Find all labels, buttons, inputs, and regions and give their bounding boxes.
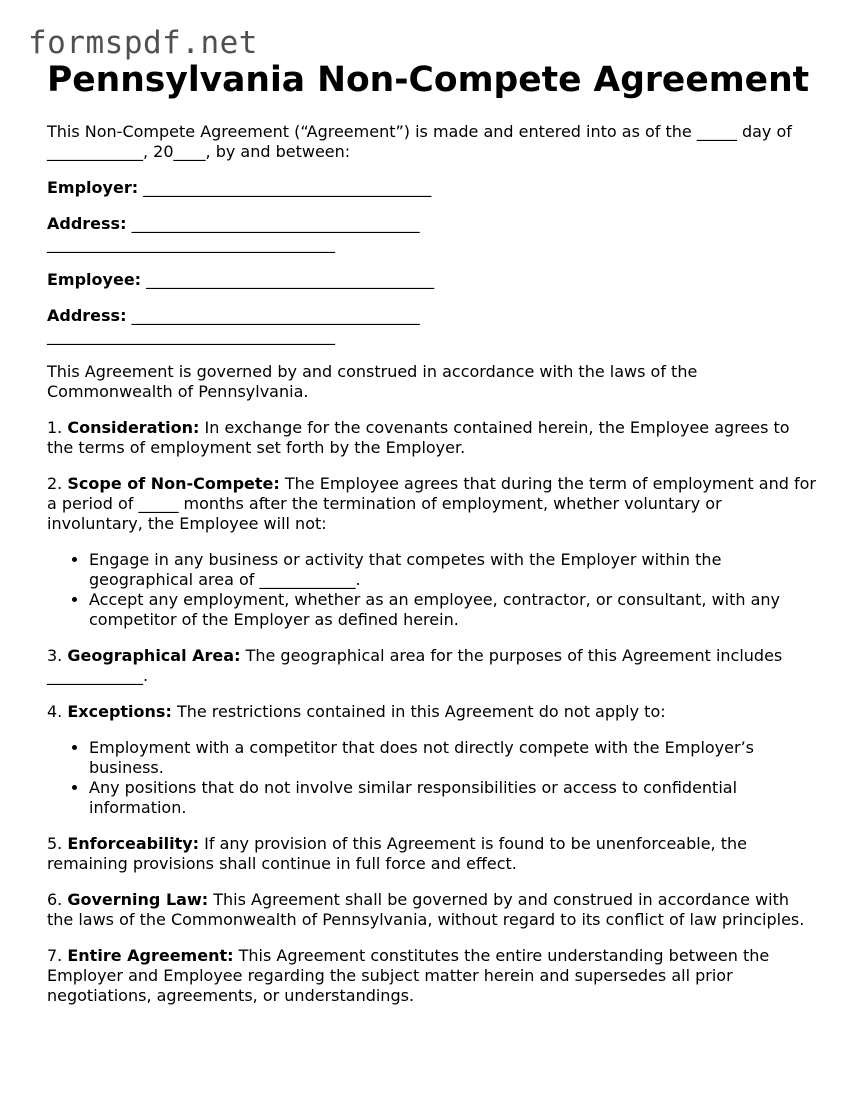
list-item: • Accept any employment, whether as an employee, contractor, or consultant, with any competitor of the Employer as defined herein. [89,590,817,630]
section-consideration [47,418,817,458]
section-number: 1. [47,418,63,437]
employer-address-label: Address: [47,214,127,233]
governing-intro-paragraph: This Agreement is governed by and construed in accordance with the laws of the Commonwealth of Pennsylvania. [47,362,698,401]
document-body [47,122,817,1022]
section-number: 7. [47,946,63,965]
employee-label: Employee: [47,270,142,289]
list-item: • Any positions that do not involve similar responsibilities or access to confidential information. [89,778,817,818]
section-text: This Agreement shall be governed by and construed in accordance with the laws of the Commonwealth of Pennsylvania, without regard to its conflict of law principles. [47,890,805,929]
section-exceptions [47,702,817,722]
section-geographical-area [47,646,817,686]
list-item: • Employment with a competitor that does not directly compete with the Employer’s business. [89,738,817,778]
section-text: The geographical area for the purposes of this Agreement includes ____________. [47,646,783,685]
section-heading: Enforceability: [67,834,200,853]
employee-address-blank-1[interactable]: ____________________________________ [131,306,420,325]
section-text: This Agreement constitutes the entire understanding between the Employer and Employee regarding the subject matter herein and supersedes all prior negotiations, agreements, or understandings. [47,946,770,1005]
intro-paragraph: This Non-Compete Agreement (“Agreement”) is made and entered into as of the _____ day of ____________, 20____, by and between: [47,122,792,161]
section-text: If any provision of this Agreement is found to be unenforceable, the remaining provisions shall continue in full force and effect. [47,834,747,873]
employer-address-field [47,214,817,254]
section-scope [47,474,817,534]
section-number: 2. [47,474,63,493]
employee-blank[interactable]: ____________________________________ [146,270,435,289]
employee-address-label: Address: [47,306,127,325]
section-text: The Employee agrees that during the term of employment and for a period of _____ months after the termination of employment, whether voluntary or involuntary, the Employee will not: [47,474,816,533]
document-title: Pennsylvania Non-Compete Agreement [47,60,810,100]
watermark: formspdf.net [28,25,258,61]
section-governing-law [47,890,817,930]
section-heading: Consideration: [67,418,200,437]
employee-address-field [47,306,817,346]
section-heading: Exceptions: [67,702,172,721]
employer-blank[interactable]: ____________________________________ [143,178,432,197]
employee-field [47,270,817,290]
list-item: • Engage in any business or activity that competes with the Employer within the geographical area of ____________. [89,550,817,590]
section-heading: Governing Law: [67,890,209,909]
employer-label: Employer: [47,178,139,197]
employee-address-blank-2[interactable]: ____________________________________ [47,326,335,345]
section-text: The restrictions contained in this Agreement do not apply to: [176,702,666,721]
section-number: 3. [47,646,63,665]
section-heading: Scope of Non-Compete: [67,474,280,493]
section-heading: Entire Agreement: [67,946,234,965]
scope-bullet-list [47,550,817,630]
section-heading: Geographical Area: [67,646,241,665]
employer-field [47,178,817,198]
employer-address-blank-1[interactable]: ____________________________________ [131,214,420,233]
exceptions-bullet-list [47,738,817,818]
section-entire-agreement [47,946,817,1006]
section-text: In exchange for the covenants contained herein, the Employee agrees to the terms of employment set forth by the Employer. [47,418,790,457]
section-number: 5. [47,834,63,853]
employer-address-blank-2[interactable]: ____________________________________ [47,234,335,253]
section-number: 6. [47,890,63,909]
section-number: 4. [47,702,63,721]
section-enforceability [47,834,817,874]
